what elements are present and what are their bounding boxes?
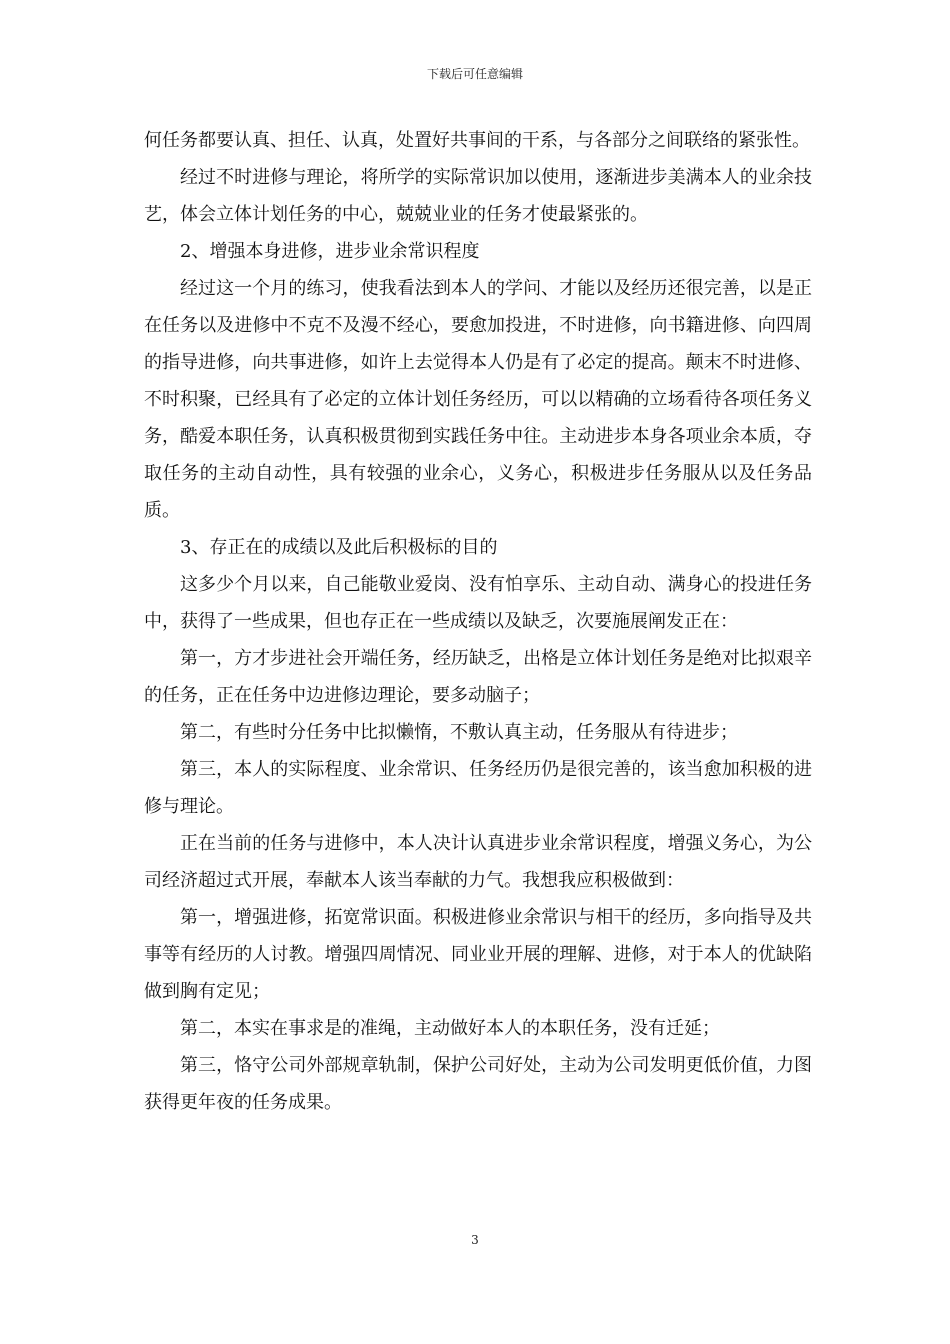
page-number: 3	[471, 1233, 479, 1247]
list-item: 第三，恪守公司外部规章轨制，保护公司好处，主动为公司发明更低价值，力图获得更年夜的任务成果。	[144, 1055, 812, 1113]
paragraph: 何任务都要认真、担任、认真，处置好共事间的干系，与各部分之间联络的紧张性。	[144, 130, 810, 151]
list-item: 第一，方才步进社会开端任务，经历缺乏，出格是立体计划任务是绝对比拟艰辛的任务，正在任务中边进修边理论，要多动脑子；	[144, 648, 812, 706]
paragraph: 经过这一个月的练习，使我看法到本人的学问、才能以及经历还很完善，以是正在任务以及进修中不克不及漫不经心，要愈加投进，不时进修，向书籍进修、向四周的指导进修，向共事进修，如许上去觉得本人仍是有了必定的提高。颠末不时进修、不时积聚，已经具有了必定的立体计划任务经历，可以以精确的立场看待各项任务义务，酷爱本职任务，认真积极贯彻到实践任务中往。主动进步本身各项业余本质，夺取任务的主动自动性，具有较强的业余心，义务心，积极进步任务服从以及任务品质。	[144, 278, 812, 521]
list-item: 第三，本人的实际程度、业余常识、任务经历仍是很完善的，该当愈加积极的进修与理论。	[144, 759, 812, 817]
paragraph: 正在当前的任务与进修中，本人决计认真进步业余常识程度，增强义务心，为公司经济超过式开展，奉献本人该当奉献的力气。我想我应积极做到：	[144, 833, 812, 891]
document-body	[144, 122, 812, 1121]
list-item: 第一，增强进修，拓宽常识面。积极进修业余常识与相干的经历，多向指导及共事等有经历的人讨教。增强四周情况、同业业开展的理解、进修，对于本人的优缺陷做到胸有定见；	[144, 907, 812, 1002]
paragraph: 这多少个月以来，自己能敬业爱岗、没有怕享乐、主动自动、满身心的投进任务中，获得了一些成果，但也存正在一些成绩以及缺乏，次要施展阐发正在：	[144, 574, 812, 632]
list-item: 第二，本实在事求是的准绳，主动做好本人的本职任务，没有迁延；	[180, 1018, 720, 1039]
page-header: 下载后可任意编辑	[426, 67, 523, 81]
section-heading: 3、存正在的成绩以及此后积极标的目的	[180, 537, 498, 558]
list-item: 第二，有些时分任务中比拟懒惰，不敷认真主动，任务服从有待进步；	[180, 722, 738, 743]
paragraph: 经过不时进修与理论，将所学的实际常识加以使用，逐渐进步美满本人的业余技艺，体会立体计划任务的中心，兢兢业业的任务才使最紧张的。	[144, 167, 812, 225]
section-heading: 2、增强本身进修，进步业余常识程度	[180, 241, 480, 262]
